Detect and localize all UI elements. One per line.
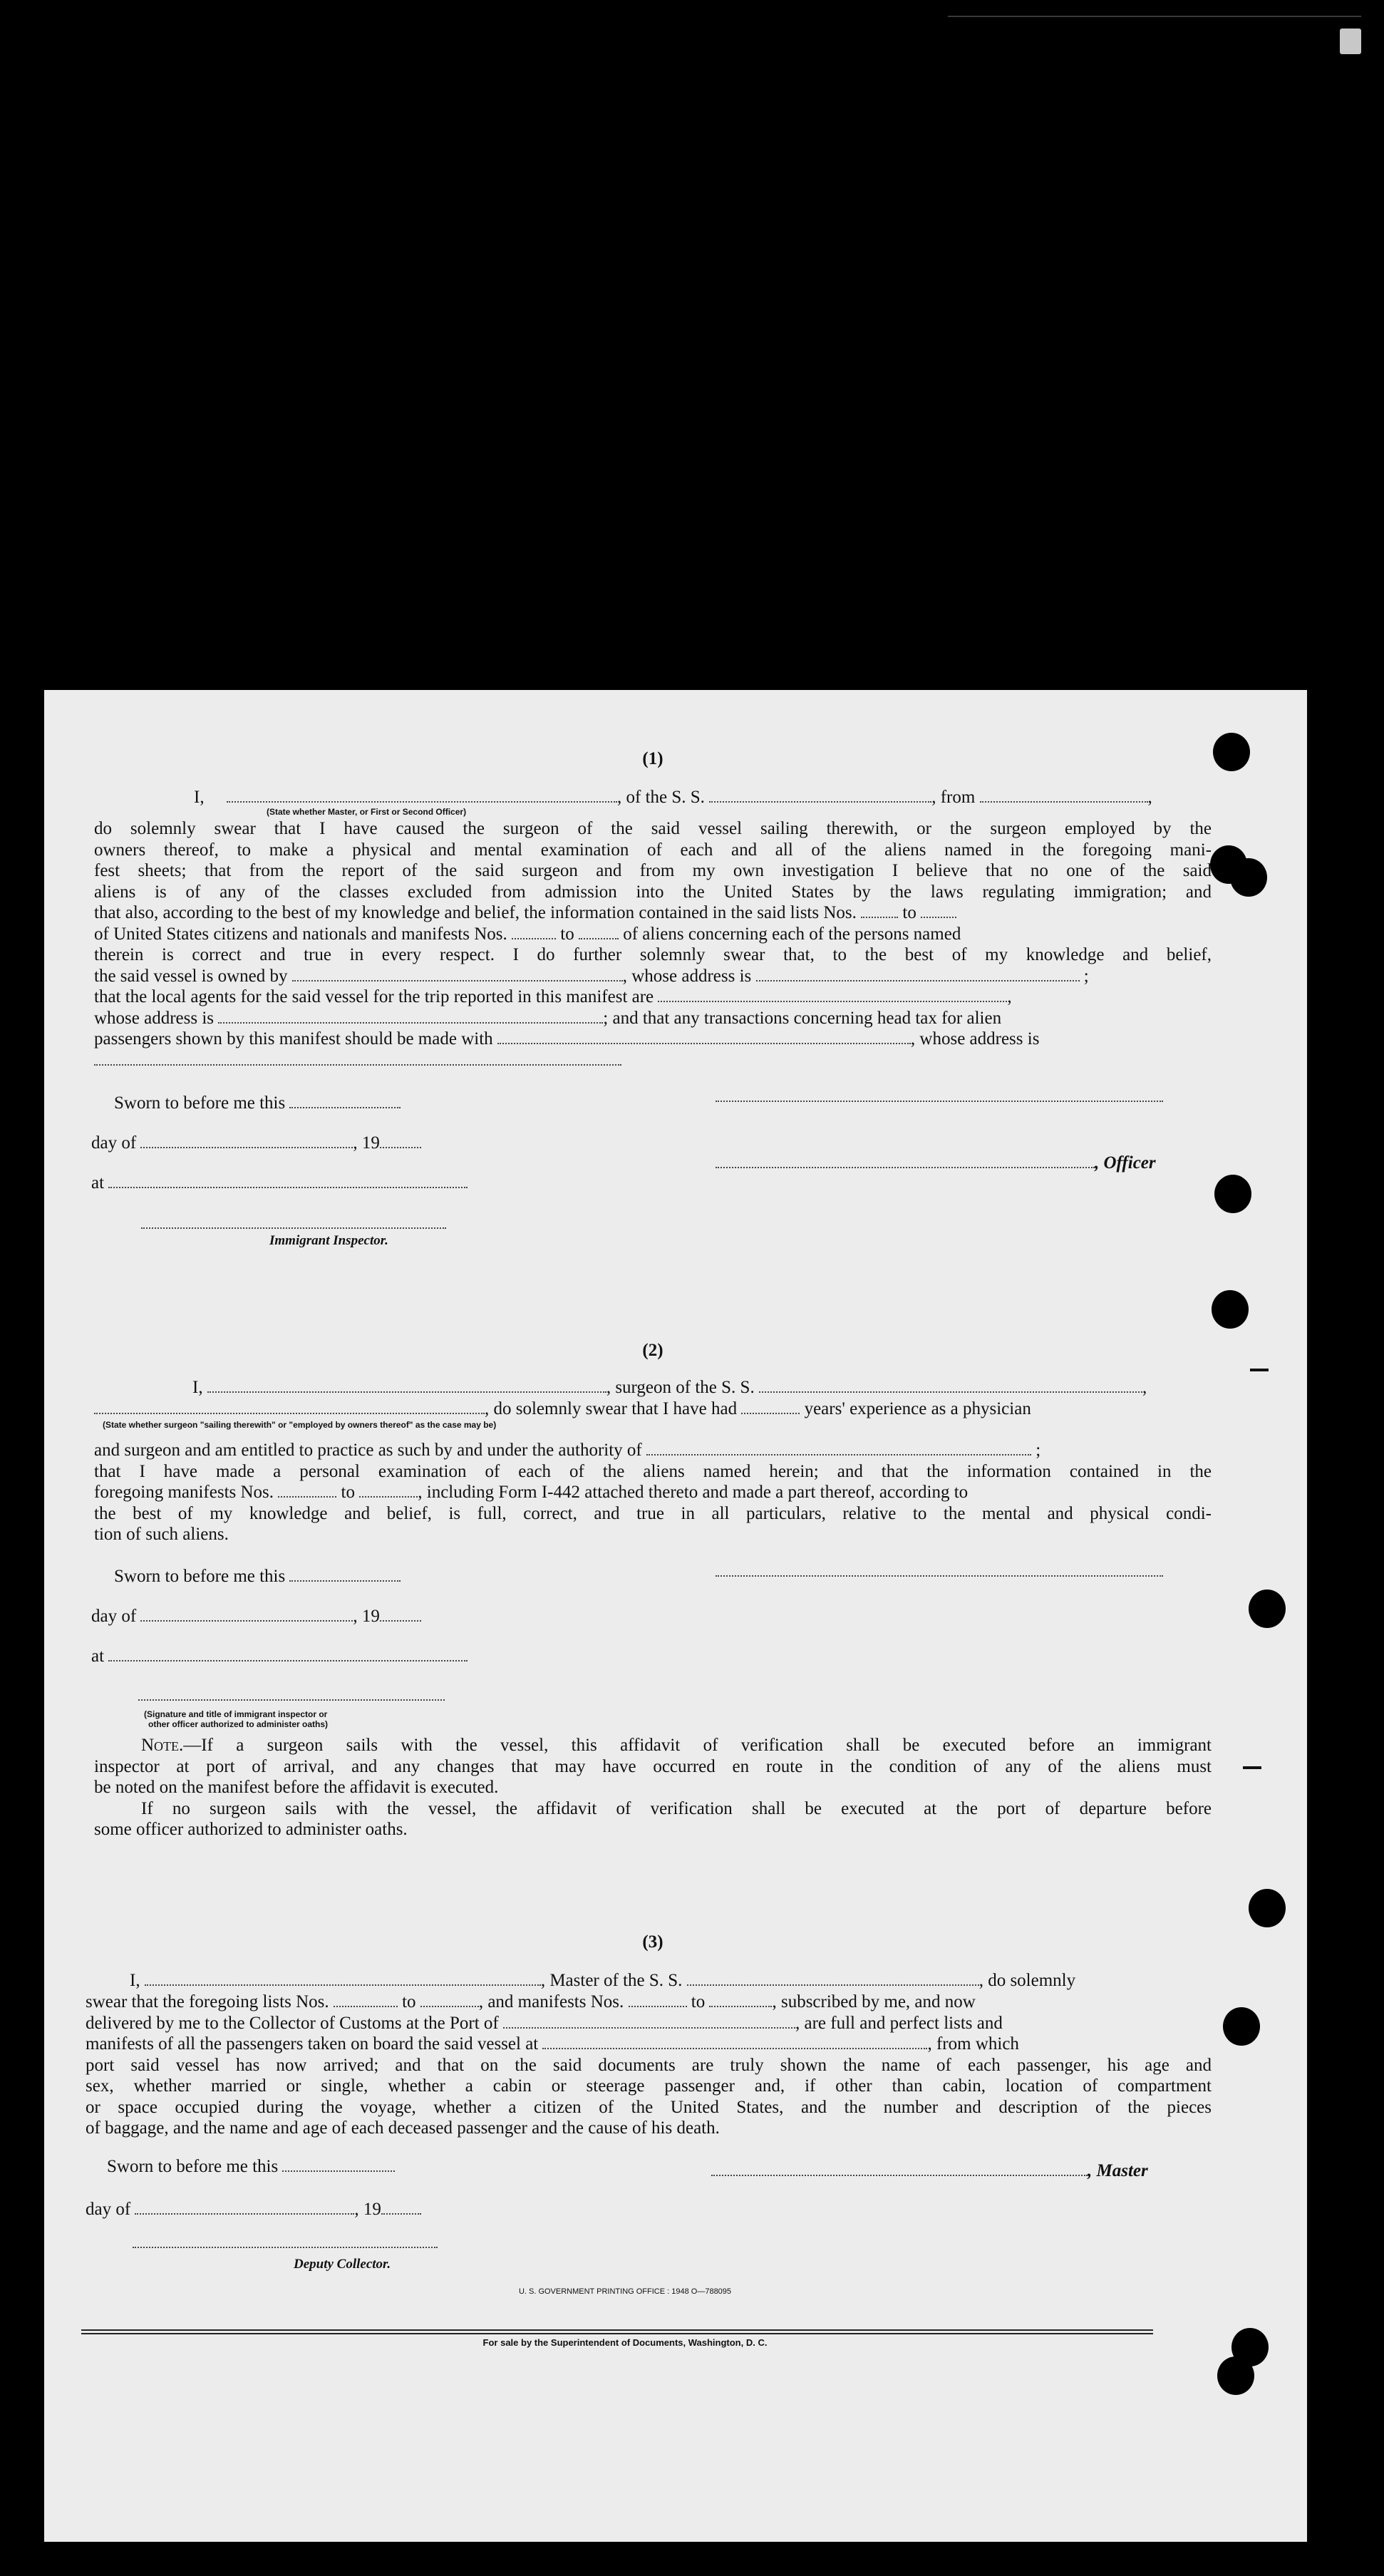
s3-l1b: , Master of the S. S. — [540, 1971, 683, 1990]
s3-master-label: , Master — [1088, 2161, 1148, 2180]
s1-day-of: day of — [91, 1133, 137, 1153]
section-3-number: (3) — [642, 1932, 663, 1952]
s3-p-line: port said vessel has now arrived; and that on the said documents are truly shown the name of each passenger, his age and — [86, 2055, 1212, 2075]
s3-l1a: I, — [130, 1971, 140, 1990]
s1-p1-line: aliens is of any of the classes excluded from admission into the United States by the laws regulating immigration; and — [94, 882, 1212, 902]
s3-l2c: , and manifests Nos. — [478, 1992, 624, 2011]
s3-p-line: or space occupied during the voyage, whether a citizen of the United States, and the number and description of the pieces — [86, 2097, 1212, 2117]
s3-l2e: , subscribed by me, and now — [772, 1992, 976, 2011]
s3-year: , 19 — [354, 2200, 381, 2219]
s1-l9c: ; — [1083, 966, 1089, 986]
s1-l7a: of United States citizens and nationals and manifests Nos. — [94, 924, 507, 944]
s1-year: , 19 — [353, 1133, 380, 1153]
agents-address-field[interactable] — [218, 1009, 603, 1024]
manifest-to-field[interactable] — [579, 925, 619, 939]
s2-l2a: , do solemnly swear that I have had — [485, 1399, 738, 1418]
scroll-marker — [1340, 29, 1361, 54]
s3-year-field[interactable] — [381, 2200, 421, 2215]
owner-address-field[interactable] — [756, 967, 1080, 982]
s2-l1b: , surgeon of the S. S. — [606, 1378, 755, 1397]
s3-l2a: swear that the foregoing lists Nos. — [86, 1992, 329, 2011]
s3-l4b: , from which — [927, 2034, 1019, 2054]
section-2-line-2 — [94, 1398, 1212, 1420]
port-field[interactable] — [503, 2014, 795, 2029]
s1-l1b: , of the S. S. — [617, 788, 705, 807]
owner-field[interactable] — [292, 967, 623, 982]
s1-line-10 — [94, 986, 1212, 1008]
s3-collector-line[interactable] — [133, 2234, 438, 2252]
punch-hole — [1223, 2007, 1260, 2046]
section-1-body — [94, 818, 1212, 1071]
section-2-body — [94, 1440, 1212, 1545]
s3-sworn-date-field[interactable] — [282, 2158, 395, 2172]
s3-list-to-field[interactable] — [420, 1993, 479, 2007]
s2-inspector-line[interactable] — [138, 1686, 445, 1704]
footer-rule — [81, 2329, 1153, 2331]
s1-l1a: I, — [194, 788, 205, 807]
vessel-field[interactable] — [709, 788, 931, 803]
rank-field[interactable] — [227, 788, 617, 803]
punch-hole — [1213, 733, 1250, 771]
s3-day-row — [86, 2200, 421, 2220]
s1-day-field[interactable] — [140, 1134, 353, 1148]
s2-note-line-4: If no surgeon sails with the vessel, the affidavit of verification shall be executed at the port of departure before — [141, 1798, 1212, 1818]
form-page — [44, 690, 1307, 2542]
s1-l10a: that the local agents for the said vessel for the trip reported in this manifest are — [94, 987, 654, 1006]
s2-l3a: and surgeon and am entitled to practice as such by and under the authority of — [94, 1441, 642, 1460]
punch-hole — [1249, 1889, 1286, 1927]
surgeon-name-field[interactable] — [207, 1379, 606, 1393]
s3-l2d: to — [691, 1992, 706, 2011]
s2-sworn-row — [114, 1567, 401, 1587]
s2-l3b: ; — [1036, 1441, 1041, 1460]
s2-note-block — [94, 1735, 1212, 1840]
s2-day-row — [91, 1607, 421, 1627]
section-1-number: (1) — [642, 749, 663, 768]
s2-note-line-5: some officer authorized to administer oaths. — [94, 1820, 408, 1839]
s1-officer-field[interactable] — [716, 1154, 1095, 1168]
s2-line-7: tion of such aliens. — [94, 1525, 229, 1544]
s1-line-13 — [94, 1050, 1212, 1071]
gpo-imprint: U. S. GOVERNMENT PRINTING OFFICE : 1948 O—788095 — [518, 2287, 732, 2296]
s1-l9a: the said vessel is owned by — [94, 966, 288, 986]
s1-line-11 — [94, 1008, 1212, 1029]
s3-p-line: sex, whether married or single, whether a cabin or steerage passenger and, if other than cabin, location of compartment — [86, 2076, 1212, 2096]
s2-sig-note-1: (Signature and title of immigrant inspector or — [144, 1709, 328, 1719]
punch-hole — [1217, 2356, 1254, 2395]
years-field[interactable] — [741, 1400, 800, 1414]
s1-l7b: to — [560, 924, 574, 944]
edge-tab — [1250, 1369, 1269, 1371]
s1-l11a: whose address is — [94, 1008, 215, 1028]
section-2-number: (2) — [642, 1341, 663, 1360]
s1-l6b: to — [902, 903, 916, 922]
s3-l2b: to — [402, 1992, 416, 2011]
s3-manifest-to-field[interactable] — [709, 1993, 772, 2007]
s1-line-7 — [94, 924, 1212, 945]
s2-line-6: the best of my knowledge and belief, is full, correct, and true in all particulars, relative to the mental and physical condi- — [94, 1503, 1212, 1523]
s1-sworn-row — [114, 1093, 401, 1113]
s3-collector-label: Deputy Collector. — [294, 2257, 391, 2272]
s1-signature-line[interactable] — [716, 1088, 1163, 1106]
s1-at: at — [91, 1173, 105, 1192]
s2-l5b: to — [341, 1483, 355, 1502]
s2-line-4: that I have made a personal examination of each of the aliens named herein; and that the information contained in the — [94, 1461, 1212, 1481]
footer-rule — [81, 2333, 1153, 2334]
s1-l12a: passengers shown by this manifest should be made with — [94, 1029, 493, 1049]
from-field[interactable] — [980, 788, 1148, 803]
s3-l4a: manifests of all the passengers taken on board the said vessel at — [86, 2034, 539, 2054]
master-name-field[interactable] — [145, 1972, 541, 1986]
s3-line-3 — [86, 2013, 1212, 2034]
s3-vessel-field[interactable] — [687, 1972, 979, 1986]
s2-line-3 — [94, 1440, 1212, 1461]
s3-sworn: Sworn to before me this — [107, 2157, 279, 2176]
rank-note: (State whether Master, or First or Second Officer) — [267, 807, 467, 817]
s2-manifest-from-field[interactable] — [278, 1483, 336, 1498]
s1-l6a: that also, according to the best of my knowledge and belief, the information contained in the said lists Nos. — [94, 903, 857, 922]
s1-sworn-date-field[interactable] — [289, 1094, 401, 1108]
s3-l1c: , do solemnly — [978, 1971, 1076, 1990]
authority-field[interactable] — [646, 1441, 1031, 1456]
s1-l11b: ; and that any transactions concerning head tax for alien — [603, 1008, 1002, 1028]
s3-list-from-field[interactable] — [334, 1993, 398, 2007]
s2-line-5 — [94, 1482, 1212, 1503]
s2-note-line-1 — [94, 1735, 1212, 1756]
s3-line-4 — [86, 2034, 1212, 2055]
section-1-line-1 — [94, 787, 1212, 808]
s1-officer-row — [716, 1153, 1156, 1173]
s3-l3a: delivered by me to the Collector of Customs at the Port of — [86, 2013, 499, 2033]
s1-officer-label: , Officer — [1095, 1153, 1156, 1173]
s3-p-line: of baggage, and the name and age of each deceased passenger and the cause of his death. — [86, 2118, 720, 2138]
s1-p1-line: fest sheets; that from the report of the said surgeon and from my own investigation I believe that no one of the said — [94, 861, 1212, 880]
section-3-body — [86, 1992, 1212, 2139]
agents-field[interactable] — [658, 988, 1007, 1002]
s2-year: , 19 — [353, 1607, 380, 1626]
s3-sworn-row — [107, 2157, 395, 2177]
s2-sig-note-2: other officer authorized to administer oaths) — [148, 1719, 329, 1729]
s2-sworn: Sworn to before me this — [114, 1567, 286, 1586]
s2-at-field[interactable] — [108, 1647, 468, 1661]
s1-l9b: , whose address is — [622, 966, 752, 986]
s1-p1-line: owners thereof, to make a physical and mental examination of each and all of the aliens named in the foregoing mani- — [94, 840, 1212, 860]
s2-at-row — [91, 1647, 468, 1666]
s2-vessel-field[interactable] — [759, 1379, 1142, 1393]
s2-sworn-date-field[interactable] — [289, 1567, 401, 1582]
s1-inspector-line[interactable] — [141, 1215, 446, 1232]
s2-manifest-to-field[interactable] — [359, 1483, 418, 1498]
s1-l12b: , whose address is — [910, 1029, 1040, 1049]
s1-l10b: , — [1007, 987, 1012, 1006]
surgeon-type-note: (State whether surgeon "sailing therewith" or "employed by owners thereof" as the case may be) — [103, 1420, 497, 1430]
s2-note-line-2: inspector at port of arrival, and any changes that may have occurred en route in the condition of any of the aliens must — [94, 1756, 1212, 1776]
s1-line-6 — [94, 902, 1212, 924]
section-3-line-1 — [130, 1970, 1212, 1992]
punch-hole — [1249, 1590, 1286, 1628]
s2-at: at — [91, 1647, 105, 1666]
s2-l5a: foregoing manifests Nos. — [94, 1483, 274, 1502]
s2-signature-line[interactable] — [716, 1562, 1163, 1580]
s3-master-field[interactable] — [711, 2162, 1088, 2176]
s1-sworn: Sworn to before me this — [114, 1093, 286, 1113]
punch-hole — [1230, 858, 1267, 897]
section-2-line-1 — [94, 1377, 1212, 1398]
s3-line-2 — [86, 1992, 1212, 2013]
s1-l7c: of aliens concerning each of the persons named — [623, 924, 961, 944]
s3-day-field[interactable] — [135, 2200, 354, 2215]
manifest-from-field[interactable] — [512, 925, 556, 939]
s1-line-8: therein is correct and true in every respect. I do further solemnly swear that, to the best of my knowledge and belief, — [94, 945, 1212, 964]
s1-line-9 — [94, 966, 1212, 987]
s2-year-field[interactable] — [380, 1607, 421, 1622]
list-from-field[interactable] — [861, 904, 898, 918]
s1-line-12 — [94, 1029, 1212, 1050]
surgeon-type-field[interactable] — [94, 1400, 485, 1414]
s2-l1a: I, — [192, 1378, 203, 1397]
s2-day-field[interactable] — [140, 1607, 353, 1622]
sale-notice: For sale by the Superintendent of Documents, Washington, D. C. — [482, 2337, 768, 2348]
s1-at-row — [91, 1173, 468, 1193]
punch-hole — [1214, 1175, 1251, 1213]
list-to-field[interactable] — [921, 904, 956, 918]
note-label: Note. — [141, 1736, 184, 1755]
s3-manifest-from-field[interactable] — [629, 1993, 687, 2007]
s3-day-of: day of — [86, 2200, 131, 2219]
s3-l3b: , are full and perfect lists and — [795, 2013, 1003, 2033]
s3-master-row — [711, 2161, 1148, 2181]
s1-l1c: , from — [931, 788, 976, 807]
boarding-port-field[interactable] — [542, 2035, 927, 2049]
note-text: —If a surgeon sails with the vessel, this affidavit of verification shall be executed before an immigrant — [183, 1736, 1212, 1755]
s1-p1-line: do solemnly swear that I have caused the surgeon of the said vessel sailing therewith, or the surgeon employed by the — [94, 819, 1212, 838]
s2-day-of: day of — [91, 1607, 137, 1626]
s1-l1d: , — [1147, 788, 1152, 807]
s2-l2b: years' experience as a physician — [804, 1399, 1031, 1418]
head-tax-field[interactable] — [497, 1030, 911, 1044]
s2-l5c: , including Form I-442 attached thereto and made a part thereof, according to — [418, 1483, 969, 1502]
s1-at-field[interactable] — [108, 1174, 468, 1188]
top-edge-line — [948, 16, 1361, 17]
s1-day-row — [91, 1133, 421, 1153]
punch-hole — [1212, 1290, 1249, 1329]
s2-l1c: , — [1142, 1378, 1147, 1397]
s1-year-field[interactable] — [380, 1134, 421, 1148]
head-tax-address-field[interactable] — [94, 1051, 621, 1066]
s2-note-line-3: be noted on the manifest before the affidavit is executed. — [94, 1778, 499, 1797]
s1-inspector-label: Immigrant Inspector. — [269, 1233, 388, 1248]
edge-tab — [1243, 1766, 1261, 1769]
